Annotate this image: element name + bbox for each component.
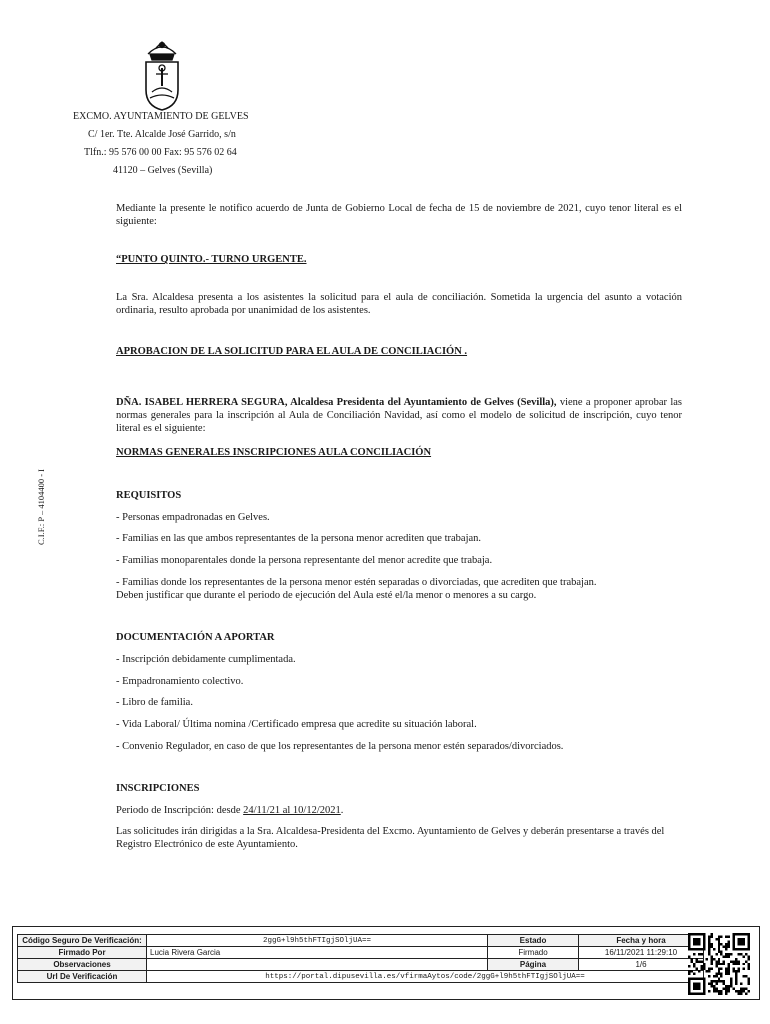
org-phone: Tlfn.: 95 576 00 00 Fax: 95 576 02 64 — [84, 147, 237, 158]
point-paragraph: La Sra. Alcaldesa presenta a los asistentes la solicitud para el aula de conciliación. Sometida la urgencia del asunto a votación ordinaria, resulto aprobada por unanimidad de los asistentes. — [116, 292, 682, 316]
requisitos-title: REQUISITOS — [116, 490, 182, 501]
mayor-text: viene a proponer aprobar las normas generales para la inscripción al Aula de Conciliación Navidad, así como el modelo de solicitud de inscripción, cuyo tenor literal es el siguiente: — [116, 397, 683, 434]
inscripciones-title: INSCRIPCIONES — [116, 783, 200, 794]
period-prefix: Periodo de Inscripción: desde — [116, 805, 244, 816]
org-address: C/ 1er. Tte. Alcalde José Garrido, s/n — [88, 129, 236, 140]
qr-code-icon — [688, 933, 750, 995]
fecha-value: 16/11/2021 11:29:10 — [579, 947, 704, 959]
approval-title: APROBACION DE LA SOLICITUD PARA EL AULA DE CONCILIACIÓN . — [116, 346, 468, 357]
fecha-label: Fecha y hora — [579, 935, 704, 947]
coat-of-arms-icon — [138, 40, 186, 112]
signed-label: Firmado Por — [18, 947, 147, 959]
norms-title: NORMAS GENERALES INSCRIPCIONES AULA CONCILIACIÓN — [116, 447, 432, 458]
mayor-paragraph — [116, 396, 682, 435]
org-city: 41120 – Gelves (Sevilla) — [113, 165, 213, 176]
cif-side-text: C.I.F.: P – 4104400 - I — [36, 469, 46, 545]
documentacion-title: DOCUMENTACIÓN A APORTAR — [116, 632, 275, 643]
list-item: Deben justificar que durante el periodo de ejecución del Aula esté el/la menor o menores a su cargo. — [116, 590, 537, 601]
point-title: “PUNTO QUINTO.- TURNO URGENTE. — [116, 254, 307, 265]
requests-paragraph: Las solicitudes irán dirigidas a la Sra. Alcaldesa-Presidenta del Excmo. Ayuntamiento de Gelves y deberán presentarse a través del Registro Electrónico de este Ayuntamiento. — [116, 826, 665, 850]
pagina-label: Página — [488, 959, 579, 971]
obs-value — [147, 959, 488, 971]
list-item: - Libro de familia. — [116, 697, 193, 708]
list-item: - Vida Laboral/ Última nomina /Certificado empresa que acredite su situación laboral. — [116, 719, 477, 730]
period-dates: 24/11/21 al 10/12/2021 — [243, 805, 341, 816]
list-item: - Inscripción debidamente cumplimentada. — [116, 654, 296, 665]
estado-value: Firmado — [488, 947, 579, 959]
obs-label: Observaciones — [18, 959, 147, 971]
url-value[interactable]: https://portal.dipusevilla.es/vfirmaAytos/code/2ggG+l9h5thFTIgjSOljUA== — [147, 971, 704, 983]
list-item: - Familias monoparentales donde la persona representante del menor acredite que trabaja. — [116, 555, 493, 566]
org-name: EXCMO. AYUNTAMIENTO DE GELVES — [73, 111, 249, 122]
estado-label: Estado — [488, 935, 579, 947]
list-item: - Familias donde los representantes de la persona menor estén separadas o divorciadas, que acrediten que trabajan. — [116, 577, 597, 588]
signed-value: Lucia Rivera Garcia — [147, 947, 488, 959]
mayor-name: DÑA. ISABEL HERRERA SEGURA, Alcaldesa Presidenta del Ayuntamiento de Gelves (Sevilla), — [116, 397, 557, 408]
list-item: - Empadronamiento colectivo. — [116, 676, 244, 687]
period-suffix: . — [340, 805, 344, 816]
csv-label: Código Seguro De Verificación: — [18, 935, 147, 947]
list-item: - Personas empadronadas en Gelves. — [116, 512, 270, 523]
verification-table — [17, 934, 704, 983]
list-item: - Convenio Regulador, en caso de que los representantes de la persona menor estén separados/divorciados. — [116, 741, 564, 752]
intro-paragraph: Mediante la presente le notifico acuerdo de Junta de Gobierno Local de fecha de 15 de noviembre de 2021, cuyo tenor literal es el siguiente: — [116, 203, 682, 227]
url-label: Url De Verificación — [18, 971, 147, 983]
list-item: - Familias en las que ambos representantes de la persona menor acrediten que trabajan. — [116, 533, 482, 544]
csv-value: 2ggG+l9h5thFTIgjSOljUA== — [147, 935, 488, 947]
period-line — [116, 804, 682, 817]
pagina-value: 1/6 — [579, 959, 704, 971]
